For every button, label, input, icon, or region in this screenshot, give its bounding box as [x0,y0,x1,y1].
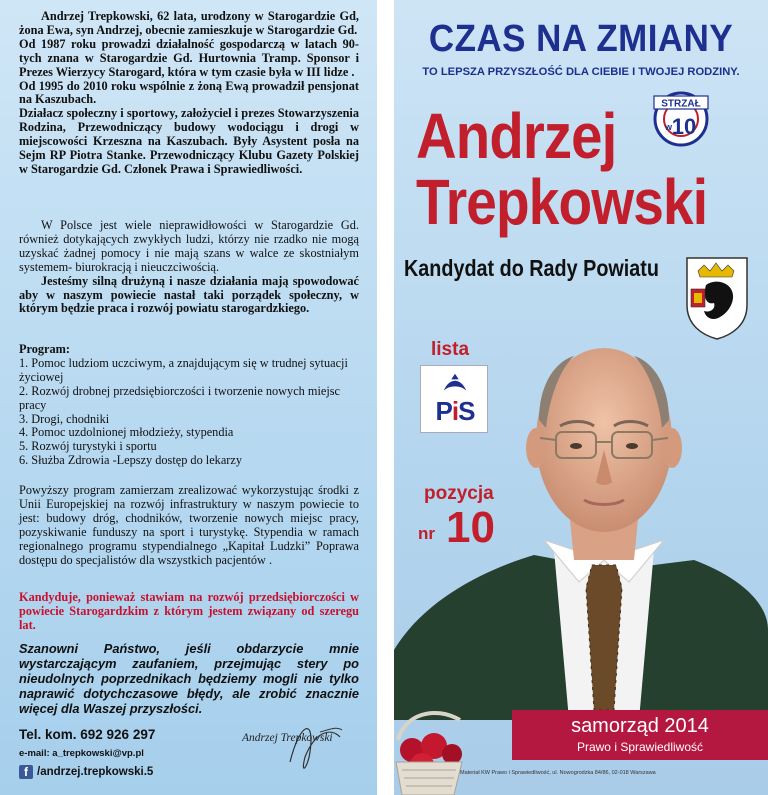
facebook-handle: /andrzej.trepkowski.5 [37,766,154,778]
email-address[interactable]: e-mail: a_trepkowski@vp.pl [19,748,144,759]
left-panel [0,0,377,795]
slogan-heading: CZAS NA ZMIANY [428,18,734,60]
contact-block [19,727,155,779]
bio-paragraph: Od 1995 do 2010 roku wspólnie z żoną Ewą prowadził pensjonat na Kaszubach. [19,78,359,107]
footer-year: samorząd 2014 [571,715,709,737]
badge-number: 10 [671,114,697,139]
closing-paragraph: Szanowni Państwo, jeśli obdarzycie mnie wystarczającym zaufaniem, przejmując stery po nieudolnych poprzednikach będziemy mogli nie tylko naprawić dotychczasowe błędy, ale zrobić znacznie więcej dla Waszej przyszłości. [19,641,359,716]
footer-small-print: Materiał KW Prawo i Sprawiedliwość, ul. Nowogrodzka 84/86, 02-018 Warszawa [460,770,656,776]
target-badge-icon [650,88,712,150]
office-title: Kandydat do Rady Powiatu [404,255,659,281]
apple-basket-icon [394,690,464,795]
facebook-link[interactable] [19,765,155,779]
signature-scribble-icon [270,712,360,782]
program-item: 3. Drogi, chodniki [19,411,110,426]
program-item: 2. Rozwój drobnej przedsiębiorczości i tworzenie nowych miejsc pracy [19,383,340,412]
program-section [19,343,359,468]
candidate-first-name: Andrzej [416,100,617,172]
footer-band [512,710,768,760]
lista-label: lista [431,339,470,360]
bio-paragraph: Andrzej Trepkowski, 62 lata, urodzony w Starogardzie Gd, żona Ewa, syn Andrzej, obecnie zamieszkuje w Starogardzie Gd. [19,9,359,37]
intro-paragraph: W Polsce jest wiele nieprawidłowości w Starogardzie Gd. również dotykających zwykłych ludzi, którzy nie rzadko nie mogą uzyskać żadnej pomocy i nie mają szans w walce ze skostniałym systemem- biurokracją i nieuczciwością. [19,218,359,274]
program-item: 6. Służba Zdrowia -Lepszy dostęp do lekarzy [19,453,242,468]
tagline: TO LEPSZA PRZYSZŁOŚĆ DLA CIEBIE I TWOJEJ RODZINY. [422,66,740,78]
facebook-icon: f [19,765,33,779]
bio-paragraph: Od 1987 roku prowadzi działalność gospodarczą w latach 90-tych znana w Starogardzie Gd. Hurtownia Tramp. Sponsor i Prezes Wierzycy Starogard, która w tym czasie była w III lidze . [19,36,359,79]
program-item: 5. Rozwój turystyki i sportu [19,439,157,454]
party-logo-letter-s: S [458,396,475,426]
signature-name: Andrzej Trepkowski [242,732,333,744]
candidate-last-name: Trepkowski [416,166,708,238]
position-number: 10 [446,503,495,552]
bio-section [19,10,359,177]
plan-paragraph: Powyższy program zamierzam zrealizować wykorzystując środki z Unii Europejskiej na rozwój infrastruktury w naszym powiecie to jest: budowy dróg, chodników, tworzenie nowych miejsc pracy, pozyskiwanie funduszy na sport i turystykę. Stypendia w ramach regionalnego programu stypendialnego „Kapitał Ludzki” Poprawa dostępu do specjalistów dla wszystkich pacjentów . [19,483,359,567]
badge-top-text: STRZAŁ [661,98,701,110]
candidate-portrait [394,320,768,720]
phone-number: Tel. kom. 692 926 297 [19,727,156,742]
program-item: 4. Pomoc uzdolnionej młodzieży, stypendia [19,425,234,440]
footer-party: Prawo i Sprawiedliwość [576,740,704,754]
badge-w-text: w [665,122,673,132]
right-panel [394,0,768,795]
nr-label: nr [418,524,435,543]
party-logo-letter-i: i [451,396,459,426]
team-paragraph: Jesteśmy silną drużyną i nasze działania mają spowodować aby w naszym powiecie nastał taki porządek społeczny, w którym będzie praca i rozwój powiatu starogardzkiego. [19,273,359,316]
intro-section [19,219,359,316]
bio-paragraph: Działacz społeczny i sportowy, założyciel i prezes Stowarzyszenia Rodzina, Przewodniczący budowy wodociągu i drogi w miejscowości Krzeszna na Kaszubach. Były Asystent posła na Sejm RP Piotra Stanke. Przewodniczący Klubu Gazety Polskiej w Starogardzie Gd. Członek Prawa i Sprawiedliwości. [19,106,359,176]
program-item: 1. Pomoc ludziom uczciwym, a znajdującym się w trudnej sytuacji życiowej [19,355,348,384]
program-heading: Program: [19,342,70,356]
pozycja-label: pozycja [424,483,494,504]
candidacy-paragraph: Kandyduje, ponieważ stawiam na rozwój przedsiębiorczości w powiecie Starogardzkim z którym jestem związany od szeregu lat. [19,590,359,632]
party-logo-letter-p: P [435,396,452,426]
